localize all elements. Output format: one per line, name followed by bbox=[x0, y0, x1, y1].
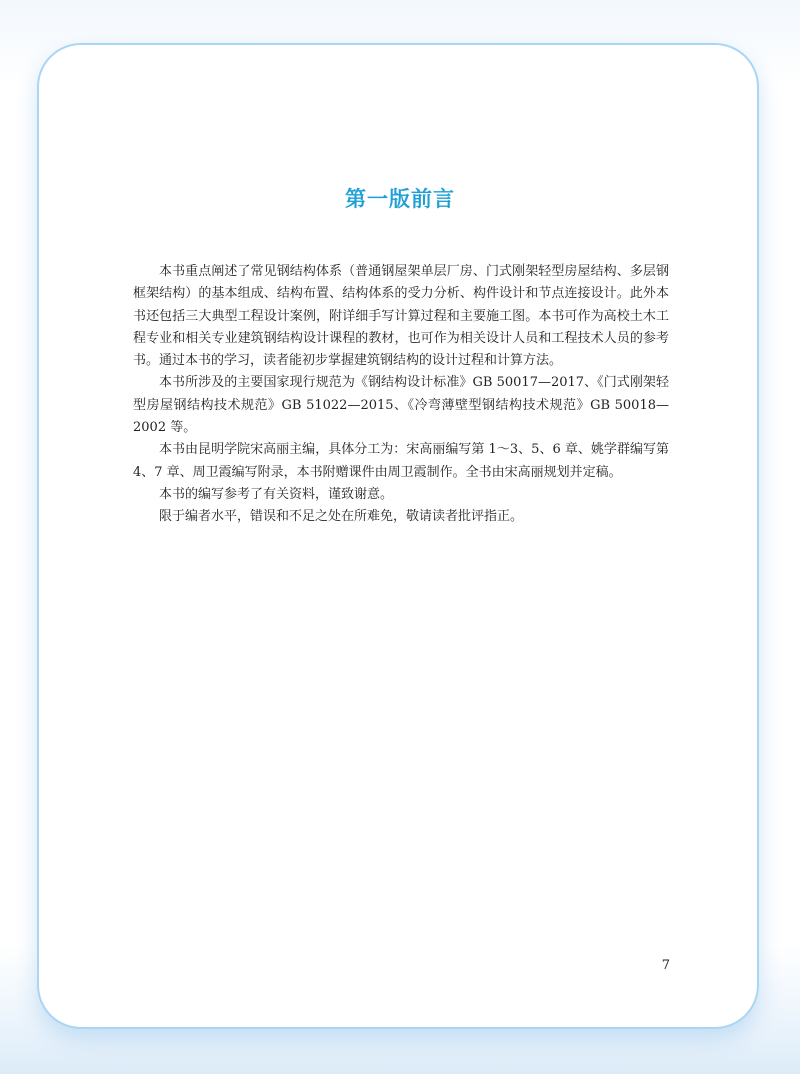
preface-body bbox=[133, 261, 669, 529]
page-number: 7 bbox=[661, 958, 670, 973]
paragraph-3: 本书由昆明学院宋高丽主编，具体分工为：宋高丽编写第 1～3、5、6 章、姚学群编写第 4、7 章、周卫霞编写附录，本书附赠课件由周卫霞制作。全书由宋高丽规划并定稿。 bbox=[133, 442, 669, 480]
paragraph-2: 本书所涉及的主要国家现行规范为《钢结构设计标准》GB 50017—2017、《门式刚架轻型房屋钢结构技术规范》GB 51022—2015、《冷弯薄壁型钢结构技术规范》GB 50018—2002 等。 bbox=[133, 375, 669, 436]
page-title: 第一版前言 bbox=[345, 186, 455, 211]
paragraph-5: 限于编者水平，错误和不足之处在所难免，敬请读者批评指正。 bbox=[159, 509, 524, 525]
paragraph-1: 本书重点阐述了常见钢结构体系（普通钢屋架单层厂房、门式刚架轻型房屋结构、多层钢框架结构）的基本组成、结构布置、结构体系的受力分析、构件设计和节点连接设计。此外本书还包括三大典型工程设计案例，附详细手写计算过程和主要施工图。本书可作为高校土木工程专业和相关专业建筑钢结构设计课程的教材，也可作为相关设计人员和工程技术人员的参考书。通过本书的学习，读者能初步掌握建筑钢结构的设计过程和计算方法。 bbox=[133, 264, 669, 369]
paragraph-4: 本书的编写参考了有关资料，谨致谢意。 bbox=[159, 486, 394, 502]
